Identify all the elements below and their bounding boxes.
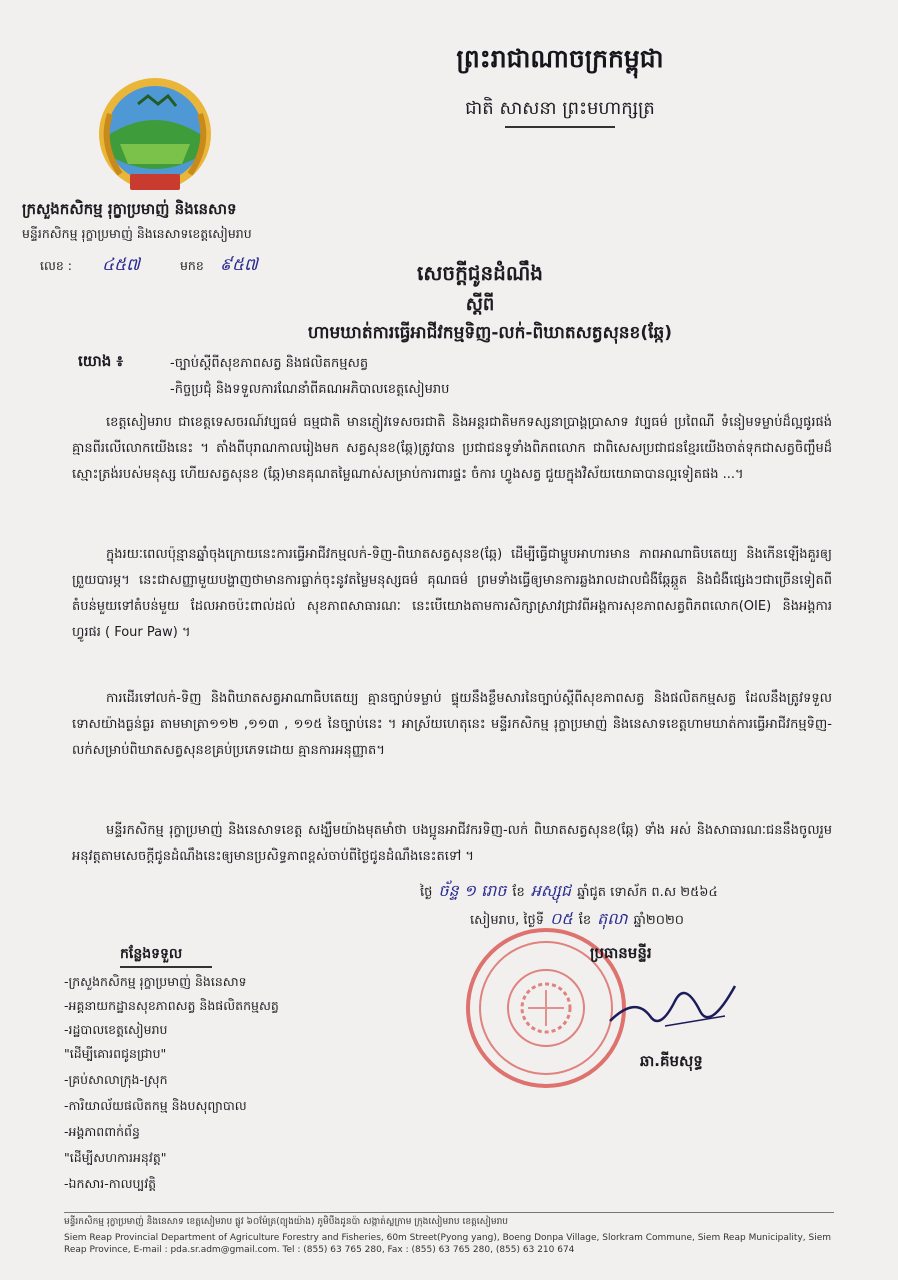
letter-code-value: ៩៥៧ <box>219 255 258 275</box>
ministry-logo <box>90 74 220 202</box>
recipients-heading: កន្លែងទទួល <box>120 946 183 962</box>
document-about: ស្តីពី <box>465 294 495 315</box>
national-motto: ជាតិ សាសនា ព្រះមហាក្សត្រ <box>465 98 655 119</box>
recipients-underline <box>120 966 212 968</box>
motto-divider <box>505 126 615 128</box>
recipient-item: "ដើម្បីគោរពជូនជ្រាប" <box>64 1046 167 1061</box>
letter-no-value: ៤៥៧ <box>101 255 141 275</box>
recipient-item: -គ្រប់សាលាក្រុង-ស្រុក <box>64 1072 168 1087</box>
reference-item: -កិច្ចប្រជុំ និងទទួលការណែនាំពីគណអភិបាលខេត្តសៀមរាប <box>170 382 450 397</box>
document-subject: ហាមឃាត់ការធ្វើអាជីវកម្មទិញ-លក់-ពិឃាតសត្វសុនខ(ឆ្កែ) <box>307 323 673 343</box>
body-paragraph: មន្ទីរកសិកម្ម រុក្ខាប្រមាញ់ និងនេសាទខេត្ត សង្ឃឹមយ៉ាងមុតមាំថា បងប្អូនអាជីវករទិញ-លក់ ពិឃាតសត្វសុនខ(ឆ្កែ) ទាំង អស់ និងសាធារណៈជននឹងចូលរួមអនុវត្តតាមសេចក្តីជូនដំណឹងនេះឲ្យមានប្រសិទ្ធភាពខ្ពស់ចាប់ពីថ្ងៃជូនដំណឹងនេះតទៅ ។ <box>72 823 832 864</box>
reference-item: -ច្បាប់ស្តីពីសុខភាពសត្វ និងផលិតកម្មសត្វ <box>170 356 369 371</box>
recipient-item: -អគ្គនាយកដ្ឋានសុខភាពសត្វ និងផលិតកម្មសត្វ <box>64 998 279 1013</box>
body-paragraph: ការដើរទៅលក់-ទិញ និងពិឃាតសត្វអាណាធិបតេយ្យ គ្មានច្បាប់ទម្លាប់ ផ្ទុយនឹងខ្លឹមសារនៃច្បាប់ស្តីពីសុខភាពសត្វ និងផលិតកម្មសត្វ ដែលនឹងត្រូវទទួលទោសយ៉ាងធ្ងន់ធ្ងរ តាមមាត្រា១១២ ,១១៣ , ១១៥ នៃច្បាប់នេះ ។ អាស្រ័យហេតុនេះ មន្ទីរកសិកម្ម រុក្ខាប្រមាញ់ និងនេសាទខេត្តហាមឃាត់ការធ្វើអាជីវកម្មទិញ-លក់សម្រាប់ពិឃាតសត្វសុនខគ្រប់ប្រភេទដោយ គ្មានការអនុញ្ញាត។ <box>72 691 832 758</box>
recipient-item: "ដើម្បីសហការអនុវត្ត" <box>64 1150 167 1165</box>
solar-date: សៀមរាប, ថ្ងៃទី ០៥ ខែ តុលា ឆ្នាំ២០២០ <box>470 909 685 928</box>
document-type: សេចក្តីជូនដំណឹង <box>417 261 543 285</box>
letter-number-line <box>40 254 258 279</box>
recipient-item: -ឯកសារ-កាលប្បវត្តិ <box>64 1176 157 1191</box>
body-paragraph: ក្នុងរយៈពេលប៉ុន្មានឆ្នាំចុងក្រោយនេះការធ្វើអាជីវកម្មលក់-ទិញ-ពិឃាតសត្វសុនខ(ឆ្កែ) ដើម្បីធ្វើជាម្ហូបអាហារមាន ភាពអាណាធិបតេយ្យ និងកើនឡើងគួរឲ្យព្រួយបារម្ភ។ នេះជាសញ្ញាមួយបង្ហាញថាមានការធ្លាក់ចុះនូវតម្លៃមនុស្សធម៌ គុណធម៌ ព្រមទាំងធ្វើឲ្យមានការឆ្លងរាលដាលជំងឺឆ្កែឆ្កួត និងជំងឺផ្សេងៗជាច្រើនទៀតពីតំបន់មួយទៅតំបន់មួយ ដែលអាចប៉ះពាល់ដល់ សុខភាពសាធារណៈ នេះបើយោងតាមការសិក្សាស្រាវជ្រាវពីអង្គការសុខភាពសត្វពិភពលោក(OIE) និងអង្គការ ហ្វូរផរ ( Four Paw) ។ <box>72 547 832 640</box>
ministry-name: ក្រសួងកសិកម្ម រុក្ខាប្រមាញ់ និងនេសាទ <box>22 200 237 218</box>
handwritten-signature <box>605 966 745 1046</box>
recipient-item: -ក្រសួងកសិកម្ម រុក្ខាប្រមាញ់ និងនេសាទ <box>64 974 247 989</box>
signatory-title: ប្រធានមន្ទីរ <box>590 944 652 962</box>
kingdom-heading: ព្រះរាជាណាចក្រកម្ពុជា <box>456 44 664 73</box>
reference-label: យោង ៖ <box>78 352 124 370</box>
recipient-item: -ការិយាល័យផលិតកម្ម និងបសុព្យាបាល <box>64 1098 247 1113</box>
footer-address-english: Siem Reap Provincial Department of Agriculture Forestry and Fisheries, 60m Street(Pyong yang), Boeng Donpa Village, Slorkram Commune, Siem Reap Municipality, Siem Reap Province, E-mail : pda.sr.adm@gmail.com. Tel : (855) 63 765 280, Fax : (855) 63 765 280, (855) 63 210 674 <box>64 1233 832 1255</box>
signatory-name: ឆា.គីមសុទ្ធ <box>640 1052 703 1070</box>
letter-code-label: មកខ <box>180 258 204 273</box>
lunar-date: ថ្ងៃ ច័ន្ទ ១ រោច ខែ អស្សុជ ឆ្នាំជូត ទោស័ក ព.ស ២៥៦៤ <box>420 881 718 900</box>
recipient-item: -រដ្ឋបាលខេត្តសៀមរាប <box>64 1022 168 1037</box>
recipient-item: -អង្គភាពពាក់ព័ន្ធ <box>64 1124 140 1139</box>
body-paragraph: ខេត្តសៀមរាប ជាខេត្តទេសចរណ៍វប្បធម៌ ធម្មជាតិ មានភ្ញៀវទេសចរជាតិ និងអន្តរជាតិមកទស្សនាប្រាង្គប្រាសាទ វប្បធម៌ ប្រពៃណី ទំនៀមទម្លាប់ដ៏ល្អផូរផង់គ្មានពីរលើលោកយើងនេះ ។ តាំងពីបុរាណកាលរៀងមក សត្វសុនខ(ឆ្កែ)ត្រូវបាន ប្រជាជនទូទាំងពិភពលោក ជាពិសេសប្រជាជនខ្មែរយើងចាត់ទុកជាសត្វចិញ្ចឹមដ៏ស្មោះត្រង់របស់មនុស្ស ហើយសត្វសុនខ (ឆ្កែ)មានគុណតម្លៃណាស់សម្រាប់ការពារផ្ទះ ចំការ ហ្វូងសត្វ ជួយក្នុងវិស័យយោធាបានល្អទៀតផង ...។ <box>72 415 832 482</box>
footer-divider <box>64 1212 834 1213</box>
department-name: មន្ទីរកសិកម្ម រុក្ខាប្រមាញ់ និងនេសាទខេត្តសៀមរាប <box>22 226 252 241</box>
footer-address-khmer: មន្ទីរកសិកម្ម រុក្ខាប្រមាញ់ និងនេសាទ ខេត្តសៀមរាប ផ្លូវ ៦០ម៉ែត្រ(ព្យុងយ៉ាង) ភូមិបឹងដូនប៉ា សង្កាត់ស្លក្រាម ក្រុងសៀមរាប ខេត្តសៀមរាប <box>64 1217 509 1227</box>
letter-no-label: លេខ : <box>40 258 72 273</box>
